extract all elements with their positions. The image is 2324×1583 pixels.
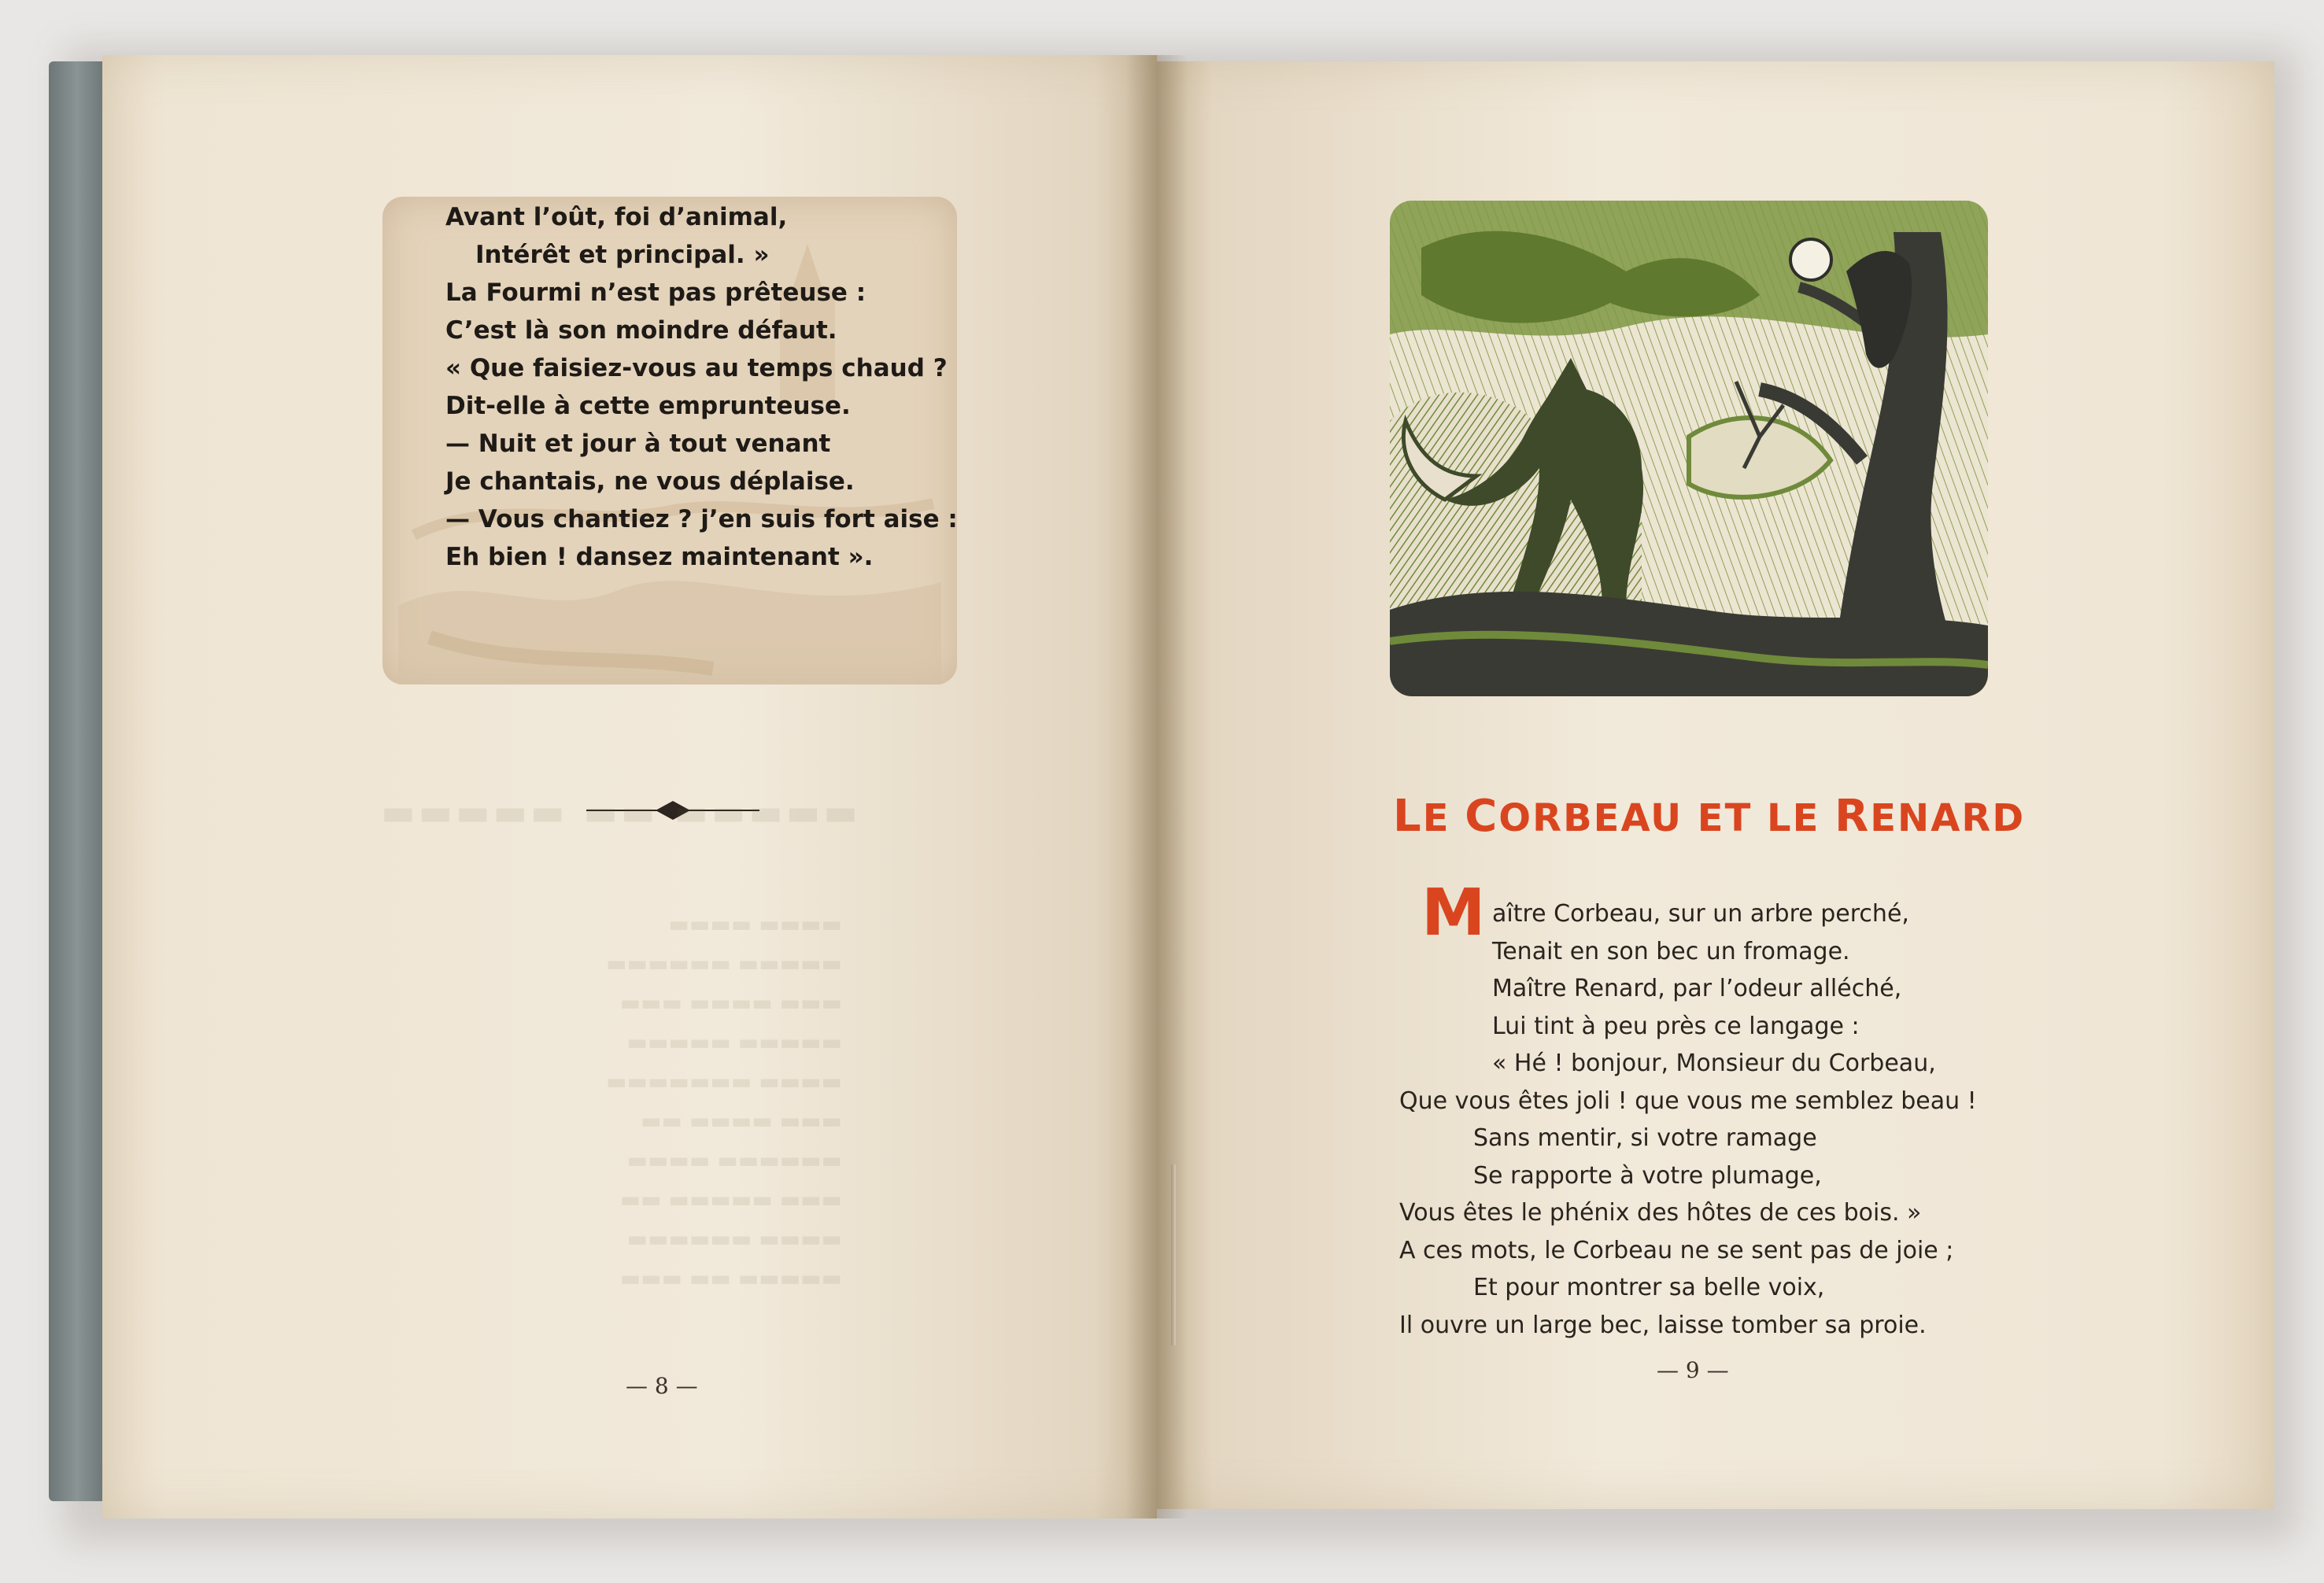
title-capital: L [1393,791,1423,842]
page-crease [1171,1164,1176,1345]
page-number: — 8 — [626,1373,698,1399]
poem-line: « Que faisiez-vous au temps chaud ? [445,354,948,382]
poem-line: Dit-elle à cette emprunteuse. [445,392,851,420]
poem-line: Eh bien ! dansez maintenant ». [445,543,874,571]
title-capital: R [1834,791,1871,842]
title-part: ENARD [1870,796,2026,840]
poem-line: Je chantais, ne vous déplaise. [445,467,855,496]
title-capital: C [1465,791,1499,842]
right-poem-text [1399,895,2045,1344]
fox-and-crow-woodcut-icon [1390,201,1988,696]
poem-line: Que vous êtes joli ! que vous me semblez beau ! [1399,1087,1977,1115]
poem-line: Lui tint à peu près ce langage : [1492,1012,1860,1040]
poem-line: Avant l’oût, foi d’animal, [445,203,788,231]
show-through-title: ▬▬▬▬▬ ▬▬ ▬▬▬▬▬ [378,791,858,833]
book-gutter [1125,55,1188,1518]
poem-line: Vous êtes le phénix des hôtes de ces bois. » [1399,1199,1922,1227]
show-through-text: ▬▬▬▬ ▬▬▬▬ ▬▬▬▬▬ ▬▬▬▬▬▬ ▬▬▬ ▬▬▬▬ ▬▬▬ ▬▬▬▬▬ ▬▬▬▬▬ ▬▬▬▬ ▬▬▬▬▬▬▬ ▬▬▬ ▬▬▬▬ ▬▬ ▬▬▬▬▬▬ ▬▬▬▬ ▬▬▬ ▬▬▬▬▬ ▬▬ ▬▬▬▬ ▬▬▬▬▬▬ ▬▬▬▬▬ ▬▬ ▬▬▬ [606,911,842,1291]
title-part: E [1422,796,1465,840]
poem-line: Maître Renard, par l’odeur alléché, [1492,975,1902,1002]
poem-line: Il ouvre un large bec, laisse tomber sa proie. [1399,1311,1927,1339]
poem-line: La Fourmi n’est pas prêteuse : [445,279,866,307]
poem-line: « Hé ! bonjour, Monsieur du Corbeau, [1492,1050,1936,1077]
poem-line: Et pour montrer sa belle voix, [1473,1274,1825,1301]
poem-line: — Nuit et jour à tout venant [445,430,831,458]
drop-cap: M [1421,876,1486,950]
poem-line: Se rapporte à votre plumage, [1473,1161,1822,1190]
left-poem-text [445,198,958,576]
fable-title [1393,791,2026,842]
poem-line: C’est là son moindre défaut. [445,316,837,345]
poem-line: Sans mentir, si votre ramage [1473,1124,1817,1152]
poem-line: Intérêt et principal. » [475,241,770,269]
poem-line: Tenait en son bec un fromage. [1492,937,1850,965]
page-number: — 9 — [1657,1357,1729,1383]
poem-line: — Vous chantiez ? j’en suis fort aise : [445,505,958,533]
title-part: ORBEAU ET LE [1498,796,1835,840]
poem-line: aître Corbeau, sur un arbre perché, [1492,900,1909,928]
poem-line: A ces mots, le Corbeau ne se sent pas de joie ; [1399,1236,1954,1264]
